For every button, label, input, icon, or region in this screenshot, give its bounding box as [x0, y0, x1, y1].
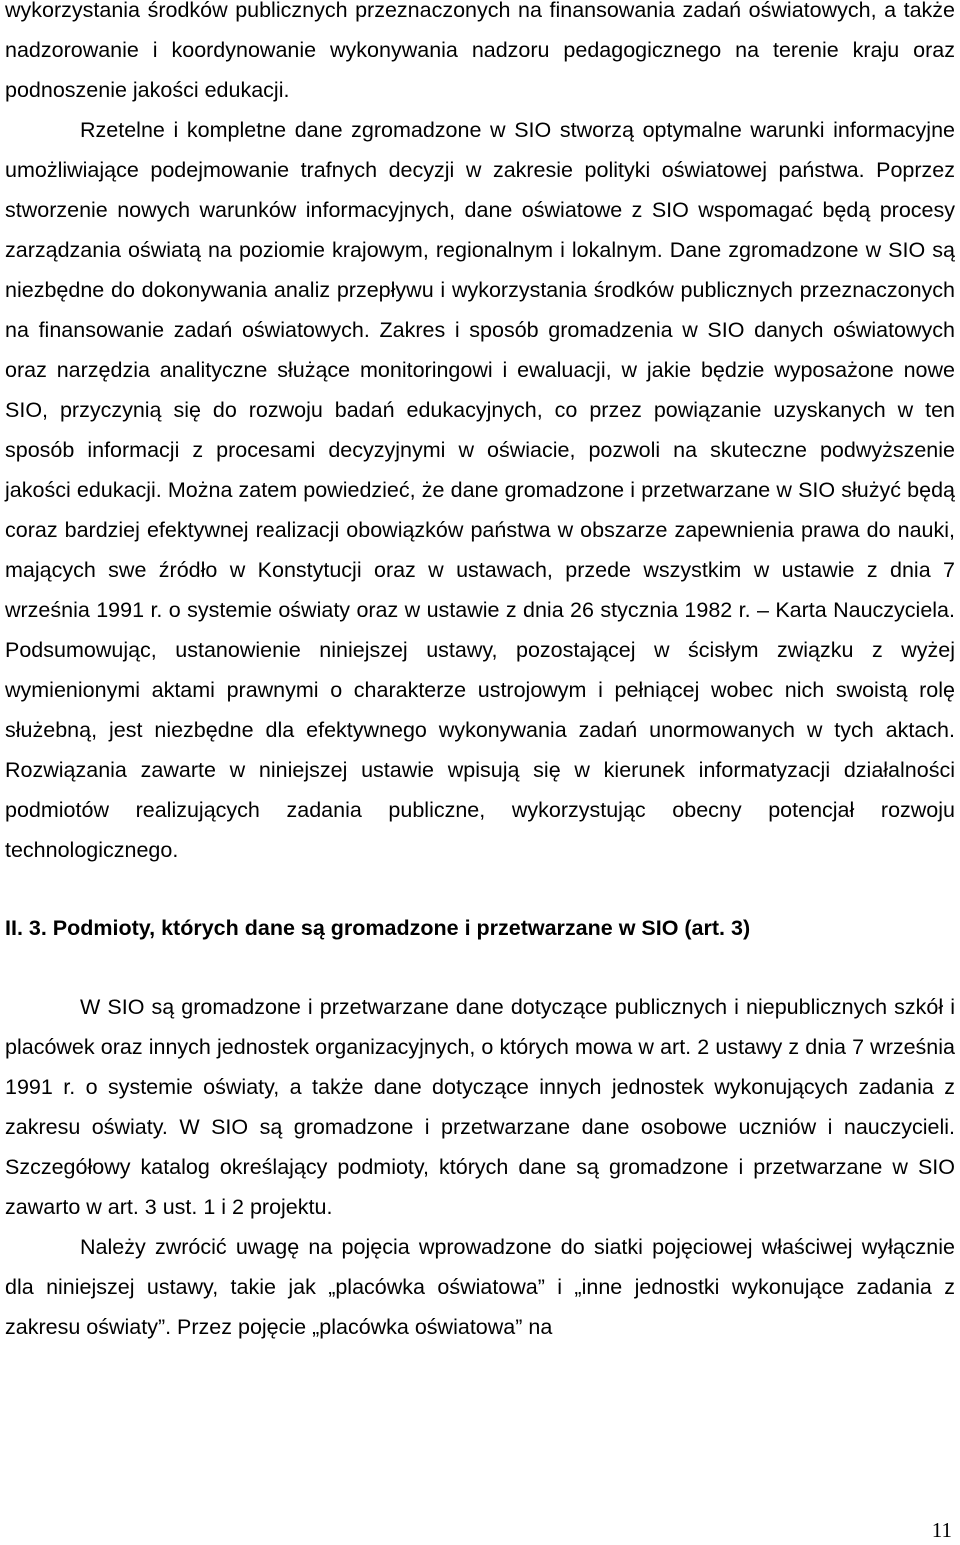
page-number: 11 [931, 1518, 952, 1542]
body-paragraph: Rzetelne i kompletne dane zgromadzone w SIO stworzą optymalne warunki informacyjne umożliwiające podejmowanie trafnych decyzji w zakresie polityki oświatowej państwa. Poprzez stworzenie nowych warunków informacyjnych, dane oświatowe z SIO wspomagać będą procesy zarządzania oświatą na poziomie krajowym, regionalnym i lokalnym. Dane zgromadzone w SIO są niezbędne do dokonywania analiz przepływu i wykorzystania środków publicznych przeznaczonych na finansowanie zadań oświatowych. Zakres i sposób gromadzenia w SIO danych oświatowych oraz narzędzia analityczne służące monitoringowi i ewaluacji, w jakie będzie wyposażone nowe SIO, przyczynią się do rozwoju badań edukacyjnych, co przez powiązanie uzyskanych w ten sposób informacji z procesami decyzyjnymi w oświacie, pozwoli na skuteczne podwyższenie jakości edukacji. Można zatem powiedzieć, że dane gromadzone i przetwarzane w SIO służyć będą coraz bardziej efektywnej realizacji obowiązków państwa w obszarze zapewnienia prawa do nauki, mających swe źródło w Konstytucji oraz w ustawach, przede wszystkim w ustawie z dnia 7 września 1991 r. o systemie oświaty oraz w ustawie z dnia 26 stycznia 1982 r. – Karta Nauczyciela. Podsumowując, ustanowienie niniejszej ustawy, pozostającej w ścisłym związku z wyżej wymienionymi aktami prawnymi o charakterze ustrojowym i pełniącej wobec nich swoistą rolę służebną, jest niezbędne dla efektywnego wykonywania zadań unormowanych w tych aktach. Rozwiązania zawarte w niniejszej ustawie wpisują się w kierunek informatyzacji działalności podmiotów realizujących zadania publiczne, wykorzystując obecny potencjał rozwoju technologicznego. [5, 118, 955, 862]
body-paragraph: W SIO są gromadzone i przetwarzane dane dotyczące publicznych i niepublicznych szkół i placówek oraz innych jednostek organizacyjnych, o których mowa w art. 2 ustawy z dnia 7 września 1991 r. o systemie oświaty, a także dane dotyczące innych jednostek wykonujących zadania z zakresu oświaty. W SIO są gromadzone i przetwarzane dane osobowe uczniów i nauczycieli. Szczegółowy katalog określający podmioty, których dane są gromadzone i przetwarzane w SIO zawarto w art. 3 ust. 1 i 2 projektu. [5, 995, 955, 1219]
body-paragraph: wykorzystania środków publicznych przeznaczonych na finansowania zadań oświatowych, a także nadzorowanie i koordynowanie wykonywania nadzoru pedagogicznego na terenie kraju oraz podnoszenie jakości edukacji. [5, 0, 955, 102]
body-paragraph: Należy zwrócić uwagę na pojęcia wprowadzone do siatki pojęciowej właściwej wyłącznie dla niniejszej ustawy, takie jak „placówka oświatowa” i „inne jednostki wykonujące zadania z zakresu oświaty”. Przez pojęcie „placówka oświatowa” na [5, 1235, 955, 1339]
document-page [5, 0, 955, 1347]
section-heading: II. 3. Podmioty, których dane są gromadzone i przetwarzane w SIO (art. 3) [5, 916, 751, 940]
